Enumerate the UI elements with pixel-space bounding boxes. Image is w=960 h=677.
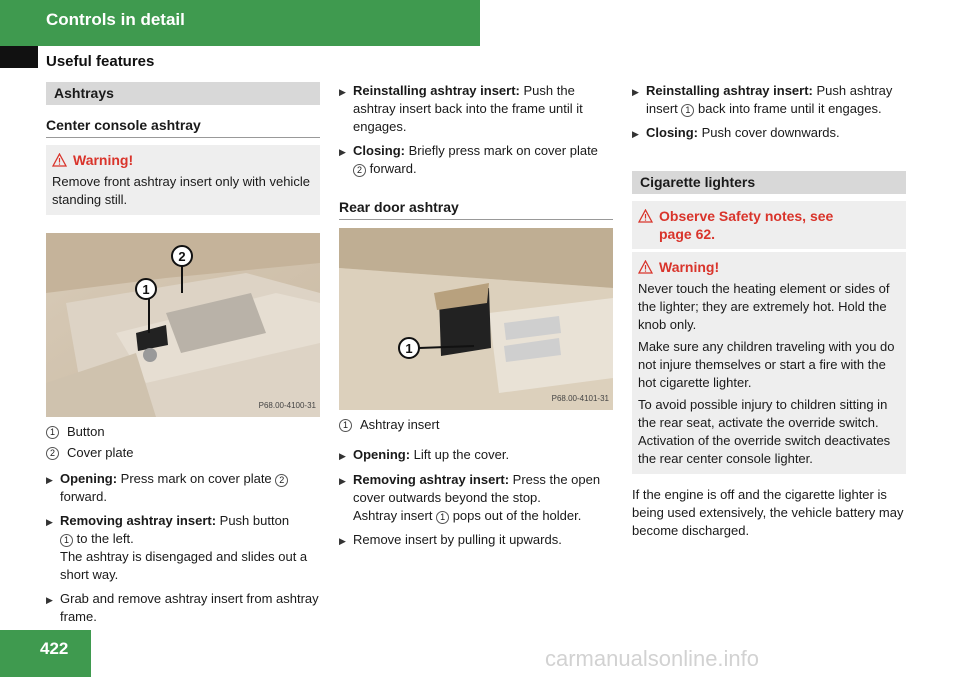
arrow-icon: ▶ (632, 87, 639, 97)
arrow-icon: ▶ (46, 475, 53, 485)
legend (339, 416, 613, 434)
warning-triangle-icon (638, 260, 653, 274)
battery-note: If the engine is off and the cigarette lighter is being used extensively, the vehicle battery may become discharged. (632, 487, 904, 538)
instruction-closing: ▶ Closing: Push cover downwards. (632, 124, 906, 143)
column-3 (632, 82, 906, 540)
arrow-icon: ▶ (339, 147, 346, 157)
warning-box (632, 252, 906, 474)
warning-title: Warning! (73, 152, 134, 168)
subsection-title: Useful features (46, 53, 155, 70)
rear-door-heading: Rear door ashtray (339, 198, 613, 220)
center-console-heading: Center console ashtray (46, 116, 320, 138)
svg-text:2: 2 (178, 249, 186, 264)
arrow-icon: ▶ (339, 451, 346, 461)
safety-note-box (632, 201, 906, 249)
warning-title: Warning! (659, 259, 720, 275)
header-marker (0, 46, 38, 68)
column-2 (339, 82, 613, 556)
arrow-icon: ▶ (46, 517, 53, 527)
photo-code: P68.00-4100-31 (258, 401, 316, 410)
arrow-icon: ▶ (339, 536, 346, 546)
arrow-icon: ▶ (632, 129, 639, 139)
warning-text: Make sure any children traveling with you do not injure themselves or start a fire with the hot cigarette lighter. (638, 339, 895, 390)
cigarette-lighters-heading: Cigarette lighters (632, 171, 906, 194)
photo-code: P68.00-4101-31 (551, 394, 609, 403)
watermark: carmanualsonline.info (545, 646, 760, 671)
instruction-removing: ▶ Removing ashtray insert: Push button 1 to the left. The ashtray is disengaged and slides out a short way. (46, 513, 308, 582)
safety-note[interactable]: Observe Safety notes, see page 62. (659, 208, 834, 242)
rear-door-photo (339, 228, 613, 410)
warning-text: To avoid possible injury to children sitting in the rear seat, activate the override switch. Activation of the override switch deactivates the rear center console lighter. (638, 397, 891, 466)
legend (46, 423, 320, 462)
instruction-reinstalling: ▶ Reinstalling ashtray insert: Push ashtray insert 1 back into frame until it engages. (632, 83, 893, 116)
instruction-grab: ▶ Grab and remove ashtray insert from ashtray frame. (46, 591, 319, 624)
warning-triangle-icon (52, 153, 67, 167)
svg-text:1: 1 (142, 282, 150, 297)
instruction-opening: ▶ Opening: Lift up the cover. (339, 446, 613, 465)
legend-item: 1 Ashtray insert (339, 416, 613, 434)
instruction-opening: ▶ Opening: Press mark on cover plate 2 forward. (46, 470, 320, 506)
arrow-icon: ▶ (339, 87, 346, 97)
instruction-removing: ▶ Removing ashtray insert: Press the open cover outwards beyond the stop. Ashtray insert 1 pops out of the holder. (339, 472, 601, 523)
ashtrays-heading: Ashtrays (46, 82, 320, 105)
instruction-closing: ▶ Closing: Briefly press mark on cover plate 2 forward. (339, 143, 598, 176)
instruction-reinstalling: ▶ Reinstalling ashtray insert: Push the ashtray insert back into the frame until it engages. (339, 83, 583, 134)
page-number: 422 (40, 639, 69, 658)
warning-triangle-icon (638, 209, 653, 223)
warning-text: Remove front ashtray insert only with vehicle standing still. (52, 174, 310, 207)
warning-text: Never touch the heating element or sides of the lighter; they are extremely hot. Hold the knob only. (638, 281, 890, 332)
instruction-remove-insert: ▶ Remove insert by pulling it upwards. (339, 531, 613, 550)
arrow-icon: ▶ (339, 476, 346, 486)
legend-item: 2 Cover plate (46, 444, 320, 462)
warning-box (46, 145, 320, 215)
column-1 (46, 82, 320, 632)
svg-text:1: 1 (405, 341, 413, 356)
center-console-photo (46, 233, 320, 417)
section-title: Controls in detail (46, 10, 185, 29)
legend-item: 1 Button (46, 423, 320, 441)
arrow-icon: ▶ (46, 595, 53, 605)
